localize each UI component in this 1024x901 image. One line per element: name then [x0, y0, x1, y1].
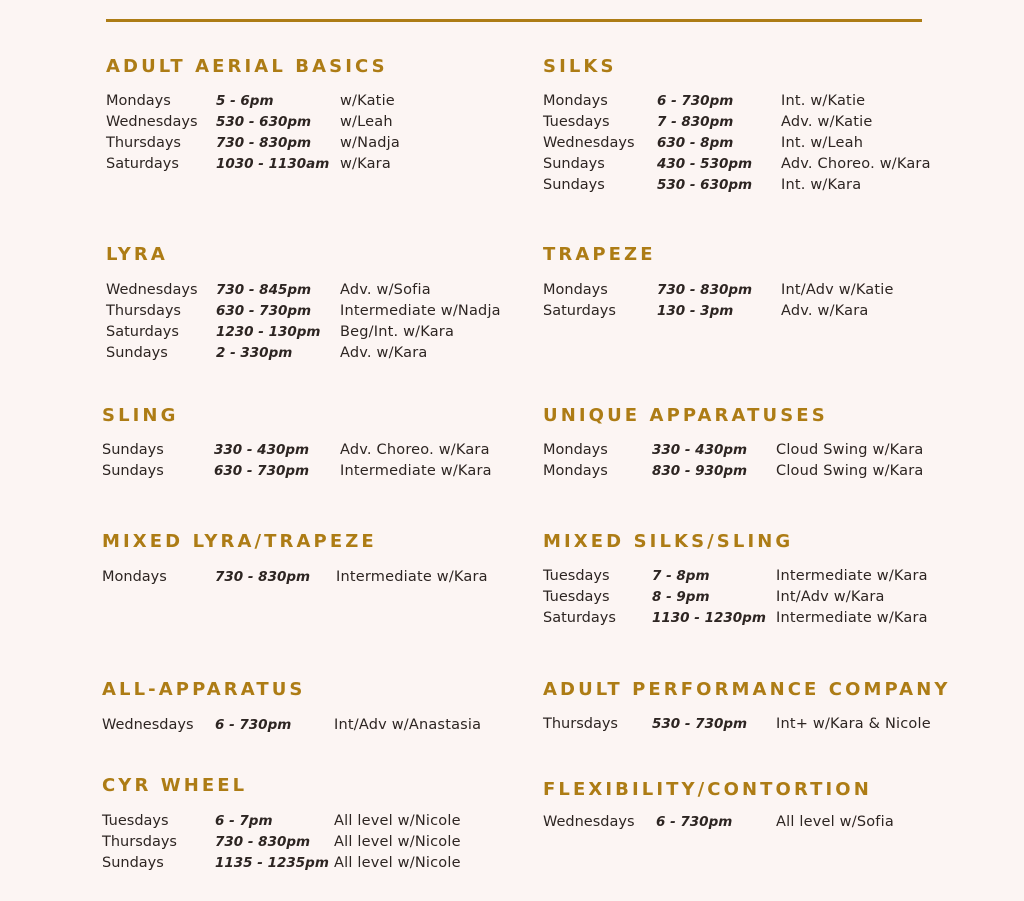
class-day: Thursdays	[106, 135, 181, 151]
class-time: 530 - 630pm	[657, 177, 753, 193]
section-title: UNIQUE APPARATUSES	[543, 405, 828, 426]
section-title: SILKS	[543, 56, 617, 77]
class-day: Wednesdays	[543, 135, 635, 151]
class-day: Saturdays	[543, 610, 616, 626]
class-instructor-level: Adv. Choreo. w/Kara	[781, 156, 931, 172]
class-time: 730 - 845pm	[216, 282, 312, 298]
class-time: 630 - 8pm	[657, 135, 734, 151]
class-time: 7 - 8pm	[652, 568, 710, 584]
section-title: SLING	[102, 405, 179, 426]
class-instructor-level: w/Leah	[340, 114, 393, 130]
class-day: Saturdays	[106, 324, 179, 340]
class-instructor-level: Int/Adv w/Katie	[781, 282, 894, 298]
class-instructor-level: Int/Adv w/Kara	[776, 589, 885, 605]
class-time: 330 - 430pm	[652, 442, 748, 458]
class-instructor-level: Int. w/Kara	[781, 177, 862, 193]
class-time: 7 - 830pm	[657, 114, 734, 130]
class-time: 730 - 830pm	[657, 282, 753, 298]
class-time: 430 - 530pm	[657, 156, 753, 172]
class-day: Sundays	[106, 345, 168, 361]
class-time: 630 - 730pm	[214, 463, 310, 479]
section-title: LYRA	[106, 244, 168, 265]
section-silks	[543, 56, 931, 193]
class-time: 5 - 6pm	[216, 93, 274, 109]
section-flexibility-contortion	[543, 779, 894, 830]
class-day: Mondays	[543, 442, 608, 458]
class-day: Sundays	[102, 855, 164, 871]
class-day: Wednesdays	[106, 114, 198, 130]
section-unique-apparatuses	[543, 405, 924, 479]
class-instructor-level: All level w/Nicole	[334, 834, 461, 850]
class-instructor-level: Int. w/Leah	[781, 135, 864, 151]
top-divider	[106, 19, 922, 22]
class-time: 530 - 630pm	[216, 114, 312, 130]
class-time: 830 - 930pm	[652, 463, 748, 479]
class-time: 630 - 730pm	[216, 303, 312, 319]
class-time: 530 - 730pm	[652, 716, 748, 732]
section-title: ADULT AERIAL BASICS	[106, 56, 388, 77]
class-instructor-level: Intermediate w/Kara	[776, 568, 928, 584]
class-time: 730 - 830pm	[215, 834, 311, 850]
class-instructor-level: Adv. w/Kara	[781, 303, 869, 319]
class-day: Sundays	[102, 442, 164, 458]
class-instructor-level: All level w/Nicole	[334, 855, 461, 871]
section-sling	[102, 405, 492, 479]
class-time: 1030 - 1130am	[216, 156, 330, 172]
class-time: 8 - 9pm	[652, 589, 710, 605]
class-day: Thursdays	[102, 834, 177, 850]
class-time: 730 - 830pm	[215, 569, 311, 585]
class-instructor-level: Beg/Int. w/Kara	[340, 324, 455, 340]
class-time: 1230 - 130pm	[216, 324, 321, 340]
class-day: Saturdays	[543, 303, 616, 319]
class-time: 1135 - 1235pm	[215, 855, 329, 871]
class-instructor-level: All level w/Sofia	[776, 814, 894, 830]
class-instructor-level: Adv. w/Sofia	[340, 282, 431, 298]
class-day: Tuesdays	[543, 568, 610, 584]
class-instructor-level: Adv. w/Katie	[781, 114, 873, 130]
section-title: CYR WHEEL	[102, 775, 248, 796]
class-instructor-level: Adv. w/Kara	[340, 345, 428, 361]
class-day: Mondays	[543, 282, 608, 298]
section-title: ADULT PERFORMANCE COMPANY	[543, 679, 951, 700]
class-instructor-level: Int+ w/Kara & Nicole	[776, 716, 931, 732]
section-lyra	[106, 244, 501, 361]
section-title: FLEXIBILITY/CONTORTION	[543, 779, 872, 800]
class-time: 2 - 330pm	[216, 345, 293, 361]
class-day: Saturdays	[106, 156, 179, 172]
class-time: 6 - 730pm	[215, 717, 292, 733]
class-day: Wednesdays	[102, 717, 194, 733]
section-adult-aerial-basics	[106, 56, 400, 172]
class-time: 6 - 730pm	[657, 93, 734, 109]
class-instructor-level: Intermediate w/Nadja	[340, 303, 501, 319]
class-instructor-level: w/Katie	[340, 93, 395, 109]
section-adult-performance-company	[543, 679, 951, 732]
class-day: Mondays	[543, 93, 608, 109]
class-instructor-level: Cloud Swing w/Kara	[776, 442, 924, 458]
section-mixed-silks-sling	[543, 531, 928, 626]
class-time: 1130 - 1230pm	[652, 610, 766, 626]
class-instructor-level: Int. w/Katie	[781, 93, 866, 109]
class-instructor-level: Adv. Choreo. w/Kara	[340, 442, 490, 458]
class-instructor-level: Intermediate w/Kara	[340, 463, 492, 479]
class-day: Thursdays	[106, 303, 181, 319]
class-day: Thursdays	[543, 716, 618, 732]
section-title: ALL-APPARATUS	[102, 679, 306, 700]
class-day: Mondays	[102, 569, 167, 585]
section-title: TRAPEZE	[543, 244, 656, 265]
section-title: MIXED SILKS/SLING	[543, 531, 794, 552]
class-day: Mondays	[106, 93, 171, 109]
class-instructor-level: All level w/Nicole	[334, 813, 461, 829]
class-day: Sundays	[543, 177, 605, 193]
class-instructor-level: Int/Adv w/Anastasia	[334, 717, 482, 733]
class-time: 6 - 730pm	[656, 814, 733, 830]
class-day: Tuesdays	[543, 589, 610, 605]
class-day: Sundays	[543, 156, 605, 172]
class-instructor-level: Intermediate w/Kara	[336, 569, 488, 585]
class-day: Wednesdays	[106, 282, 198, 298]
class-time: 130 - 3pm	[657, 303, 734, 319]
class-day: Tuesdays	[543, 114, 610, 130]
section-cyr-wheel	[102, 775, 461, 871]
class-day: Sundays	[102, 463, 164, 479]
class-instructor-level: Intermediate w/Kara	[776, 610, 928, 626]
class-day: Tuesdays	[102, 813, 169, 829]
section-all-apparatus	[102, 679, 482, 733]
class-time: 730 - 830pm	[216, 135, 312, 151]
class-instructor-level: w/Kara	[340, 156, 391, 172]
class-time: 6 - 7pm	[215, 813, 273, 829]
class-day: Wednesdays	[543, 814, 635, 830]
section-title: MIXED LYRA/TRAPEZE	[102, 531, 377, 552]
section-mixed-lyra-trapeze	[102, 531, 488, 585]
section-trapeze	[543, 244, 894, 319]
class-instructor-level: Cloud Swing w/Kara	[776, 463, 924, 479]
class-instructor-level: w/Nadja	[340, 135, 400, 151]
class-time: 330 - 430pm	[214, 442, 310, 458]
class-day: Mondays	[543, 463, 608, 479]
